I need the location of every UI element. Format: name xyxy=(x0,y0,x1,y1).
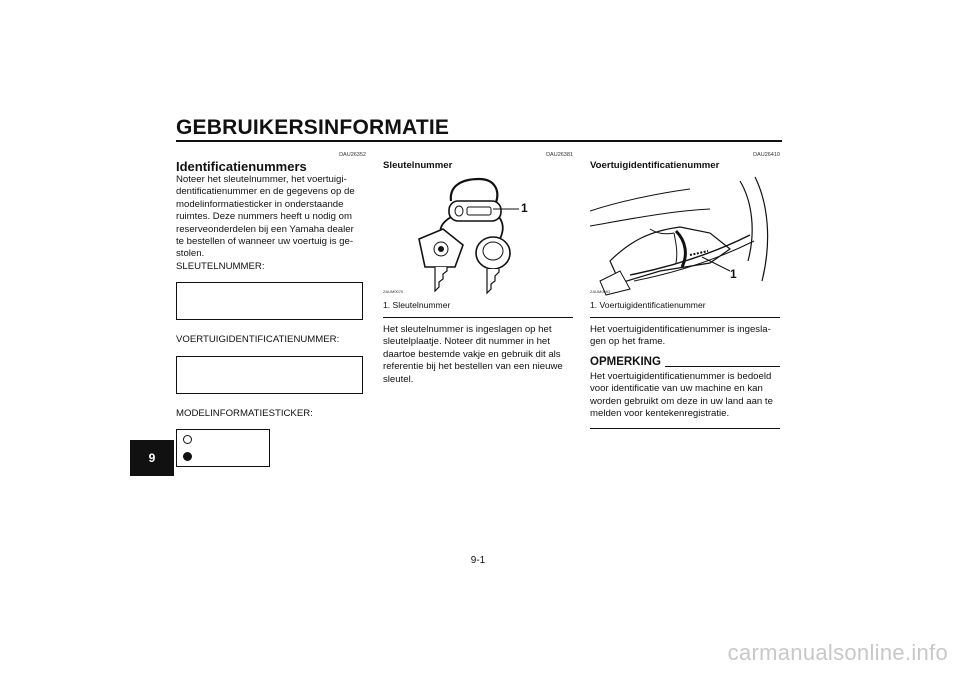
text-line: stolen. xyxy=(176,248,205,260)
text-line: worden gebruikt om deze in uw land aan te xyxy=(590,395,773,407)
text-line: referentie bij het bestellen van een nieuwe xyxy=(383,361,563,373)
figure-callout: 1 xyxy=(730,267,737,281)
vin-label: VOERTUIGIDENTIFICATIENUMMER: xyxy=(176,334,340,346)
text-line: reserveonderdelen bij een Yamaha dealer xyxy=(176,223,354,235)
model-sticker-box xyxy=(176,429,270,467)
text-line: te bestellen of wanneer uw voertuig is ge- xyxy=(176,236,354,248)
text-line: Het voertuigidentificatienummer is ingesla- xyxy=(590,324,771,335)
column-identification-numbers xyxy=(176,152,366,467)
section-code: DAU26410 xyxy=(753,152,780,158)
title-rule xyxy=(176,140,782,142)
text-line: ruimtes. Deze nummers heeft u nodig om xyxy=(176,211,352,223)
frame-figure xyxy=(590,171,780,296)
filled-circle-icon xyxy=(183,452,192,461)
figure-caption: 1. Voertuigidentificatienummer xyxy=(590,300,706,310)
key-number-label: SLEUTELNUMMER: xyxy=(176,260,265,272)
frame-illustration xyxy=(590,171,780,296)
text-line: sleutelplaatje. Noteer dit nummer in het xyxy=(383,336,550,348)
note-title: OPMERKING xyxy=(590,355,661,368)
figure-code: ZAUM0070 xyxy=(383,289,404,294)
page-title: GEBRUIKERSINFORMATIE xyxy=(176,116,450,139)
key-figure xyxy=(383,171,573,296)
vin-paragraph xyxy=(590,324,780,349)
model-sticker-label: MODELINFORMATIESTICKER: xyxy=(176,407,313,419)
figure-callout: 1 xyxy=(521,201,528,215)
text-line: dentificatienummer en de gegevens op de xyxy=(176,186,355,198)
intro-paragraph xyxy=(176,174,366,261)
section-heading: Identificatienummers xyxy=(176,159,307,174)
text-line: sleutel. xyxy=(383,373,414,385)
note-paragraph xyxy=(590,371,780,421)
key-illustration xyxy=(383,171,573,296)
section-heading: Voertuigidentificatienummer xyxy=(590,160,720,171)
watermark: carmanualsonline.info xyxy=(727,640,948,665)
text-line: daartoe bestemde vakje en gebruik dit als xyxy=(383,348,561,360)
section-code: DAU26381 xyxy=(546,152,573,158)
text-line: voor identificatie van uw machine en kan xyxy=(590,383,763,395)
section-heading: Sleutelnummer xyxy=(383,160,453,171)
text-line: modelinformatiesticker in onderstaande xyxy=(176,198,344,210)
text-line: gen op het frame. xyxy=(590,336,666,348)
vin-box xyxy=(176,356,363,394)
chapter-tab: 9 xyxy=(130,440,174,476)
text-line: melden voor kentekenregistratie. xyxy=(590,408,730,420)
figure-caption: 1. Sleutelnummer xyxy=(383,300,451,310)
column-key-number xyxy=(383,152,573,386)
page-number: 9-1 xyxy=(470,555,486,566)
note-rule xyxy=(665,366,780,367)
note-header xyxy=(590,356,780,368)
key-number-box xyxy=(176,282,363,320)
note-end-rule xyxy=(590,428,780,429)
column-vin xyxy=(590,152,780,429)
text-line: Het voertuigidentificatienummer is bedoeld xyxy=(590,370,772,382)
open-circle-icon xyxy=(183,435,192,444)
text-line: Het sleutelnummer is ingeslagen op het xyxy=(383,324,552,335)
figure-code: ZAUM0083 xyxy=(590,289,611,294)
text-line: Noteer het sleutelnummer, het voertuigi- xyxy=(176,174,347,185)
section-code: DAU26352 xyxy=(339,152,366,158)
key-number-paragraph xyxy=(383,324,573,386)
